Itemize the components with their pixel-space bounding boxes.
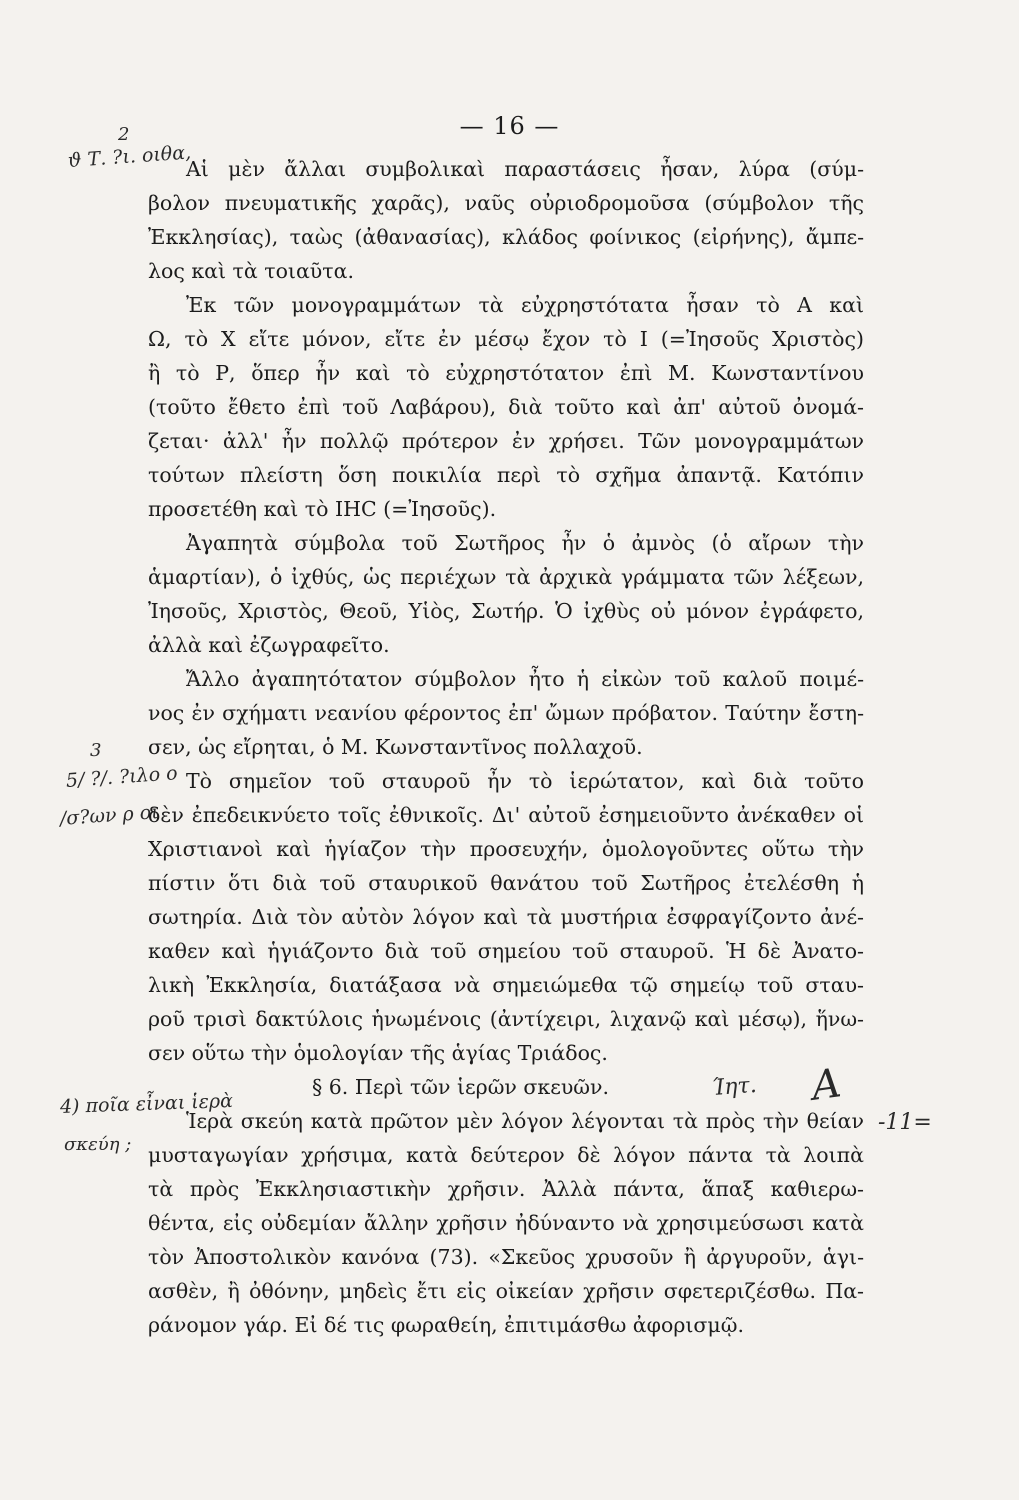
section-heading: § 6. Περὶ τῶν ἱερῶν σκευῶν. bbox=[312, 1075, 609, 1099]
text-line: Ἱερὰ σκεύη κατὰ πρῶτον μὲν λόγον λέγονται τὰ πρὸς τὴν θείαν bbox=[186, 1109, 864, 1133]
text-line: μυσταγωγίαν χρήσιμα, κατὰ δεύτερον δὲ λόγον πάντα τὰ λοιπὰ bbox=[148, 1143, 864, 1167]
text-line: Αἱ μὲν ἄλλαι συμβολικαὶ παραστάσεις ἦσαν, λύρα (σύμ- bbox=[186, 157, 864, 181]
margin-note: ϑ Τ. ?ι. οιθα, bbox=[67, 141, 192, 172]
text-line: τὰ πρὸς Ἐκκλησιαστικὴν χρῆσιν. Ἀλλὰ πάντα, ἅπαξ καθιερω- bbox=[148, 1177, 864, 1201]
text-line: καθεν καὶ ἡγιάζοντο διὰ τοῦ σημείου τοῦ σταυροῦ. Ἡ δὲ Ἀνατο- bbox=[148, 939, 864, 963]
text-line: Ω, τὸ Χ εἴτε μόνον, εἴτε ἐν μέσῳ ἔχον τὸ Ι (=Ἰησοῦς Χριστὸς) bbox=[148, 327, 864, 351]
text-line: πίστιν ὅτι διὰ τοῦ σταυρικοῦ θανάτου τοῦ Σωτῆρος ἐτελέσθη ἡ bbox=[148, 871, 864, 895]
text-line: Ἐκκλησίας), ταὼς (ἀθανασίας), κλάδος φοίνικος (εἰρήνης), ἄμπε- bbox=[148, 225, 864, 249]
margin-note: Α bbox=[808, 1060, 844, 1110]
text-line: λος καὶ τὰ τοιαῦτα. bbox=[148, 259, 354, 283]
margin-note: -11= bbox=[878, 1110, 932, 1135]
text-line: ροῦ τρισὶ δακτύλοις ἡνωμένοις (ἀντίχειρι, λιχανῷ καὶ μέσῳ), ἥνω- bbox=[148, 1007, 864, 1031]
text-line: Ἰησοῦς, Χριστὸς, Θεοῦ, Υἱὸς, Σωτήρ. Ὁ ἰχθὺς οὐ μόνον ἐγράφετο, bbox=[148, 599, 864, 623]
text-line: ἢ τὸ Ρ, ὅπερ ἦν καὶ τὸ εὐχρηστότατον ἐπὶ Μ. Κωνσταντίνου bbox=[148, 361, 864, 385]
text-line: (τοῦτο ἔθετο ἐπὶ τοῦ Λαβάρου), διὰ τοῦτο καὶ ἀπ' αὐτοῦ ὀνομά- bbox=[148, 395, 864, 419]
margin-note-number: 2 bbox=[118, 124, 130, 145]
text-line: θέντα, εἰς οὐδεμίαν ἄλλην χρῆσιν ἠδύναντο νὰ χρησιμεύσωσι κατὰ bbox=[148, 1211, 864, 1235]
text-line: προσετέθη καὶ τὸ ΙΗC (=Ἰησοῦς). bbox=[148, 497, 497, 521]
text-line: Ἄλλο ἀγαπητότατον σύμβολον ἦτο ἡ εἰκὼν τοῦ καλοῦ ποιμέ- bbox=[186, 667, 864, 691]
text-line: τὸν Ἀποστολικὸν κανόνα (73). «Σκεῦος χρυσοῦν ἢ ἀργυροῦν, ἁγι- bbox=[148, 1245, 864, 1269]
margin-note: 4) ποῖα εἶναι ἱερὰ bbox=[59, 1089, 234, 1118]
text-line: νος ἐν σχήματι νεανίου φέροντος ἐπ' ὤμων πρόβατον. Ταύτην ἔστη- bbox=[148, 701, 864, 725]
text-line: Ἀγαπητὰ σύμβολα τοῦ Σωτῆρος ἦν ὁ ἀμνὸς (ὁ αἴρων τὴν bbox=[186, 531, 864, 555]
text-line: σωτηρία. Διὰ τὸν αὐτὸν λόγον καὶ τὰ μυστήρια ἐσφραγίζοντο ἀνέ- bbox=[148, 905, 864, 929]
text-line: ἀλλὰ καὶ ἐζωγραφεῖτο. bbox=[148, 633, 390, 657]
text-line: Ἐκ τῶν μονογραμμάτων τὰ εὐχρηστότατα ἦσαν τὸ Α καὶ bbox=[186, 293, 864, 317]
margin-note: 5/ ?/. ?ιλο ο bbox=[65, 762, 179, 792]
text-line: σεν, ὡς εἴρηται, ὁ Μ. Κωνσταντῖνος πολλαχοῦ. bbox=[148, 735, 643, 759]
text-line: βολον πνευματικῆς χαρᾶς), ναῦς οὐριοδρομοῦσα (σύμβολον τῆς bbox=[148, 191, 864, 215]
text-line: Χριστιανοὶ καὶ ἡγίαζον τὴν προσευχήν, ὁμολογοῦντες οὕτω τὴν bbox=[148, 837, 864, 861]
page-number: — 16 — bbox=[459, 112, 560, 140]
text-line: λικὴ Ἐκκλησία, διατάξασα νὰ σημειώμεθα τῷ σημείῳ τοῦ σταυ- bbox=[148, 973, 864, 997]
text-line: σεν οὕτω τὴν ὁμολογίαν τῆς ἁγίας Τριάδος. bbox=[148, 1041, 608, 1065]
text-line: δὲν ἐπεδεικνύετο τοῖς ἐθνικοῖς. Δι' αὐτοῦ ἐσημειοῦντο ἀνέκαθεν οἱ bbox=[148, 803, 864, 827]
body-text bbox=[148, 152, 864, 1342]
text-line: ράνομον γάρ. Εἰ δέ τις φωραθείη, ἐπιτιμάσθω ἀφορισμῷ. bbox=[148, 1313, 744, 1337]
margin-note-number: 3 bbox=[90, 740, 102, 761]
margin-note: /σ?ων ρ οι bbox=[59, 801, 160, 830]
text-line: τούτων πλείστη ὅση ποικιλία περὶ τὸ σχῆμα ἀπαντᾷ. Κατόπιν bbox=[148, 463, 864, 487]
text-line: Τὸ σημεῖον τοῦ σταυροῦ ἦν τὸ ἱερώτατον, καὶ διὰ τοῦτο bbox=[186, 769, 864, 793]
margin-note: σκεύη ; bbox=[64, 1134, 132, 1155]
text-line: ζεται· ἀλλ' ἦν πολλῷ πρότερον ἐν χρήσει. Τῶν μονογραμμάτων bbox=[148, 429, 864, 453]
text-line: ασθὲν, ἢ ὀθόνην, μηδεὶς ἔτι εἰς οἰκείαν χρῆσιν σφετεριζέσθω. Πα- bbox=[148, 1279, 864, 1303]
text-line: ἁμαρτίαν), ὁ ἰχθύς, ὡς περιέχων τὰ ἀρχικὰ γράμματα τῶν λέξεων, bbox=[148, 565, 864, 589]
margin-note: Ίητ. bbox=[711, 1072, 758, 1101]
